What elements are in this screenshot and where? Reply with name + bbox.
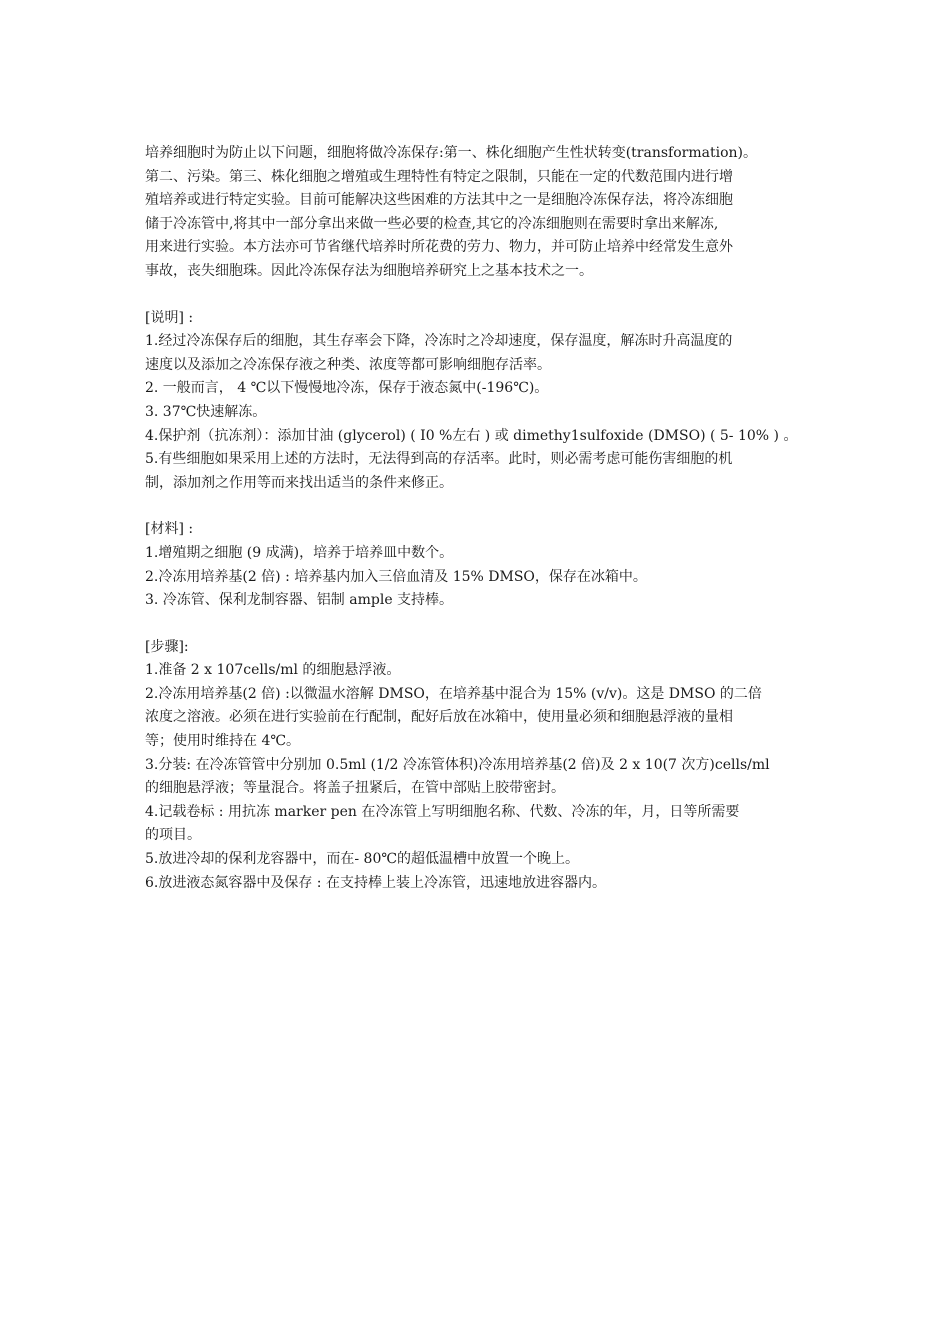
intro-line: 第二、污染。第三、株化细胞之增殖或生理特性有特定之限制，只能在一定的代数范围内进行增 — [145, 168, 733, 185]
explanation-line: 2. 一般而言， 4 ℃以下慢慢地冷冻，保存于液态氮中(-196℃)。 — [145, 380, 549, 397]
steps-line: 的细胞悬浮液；等量混合。将盖子扭紧后，在管中部贴上胶带密封。 — [145, 780, 565, 797]
steps-line: 6.放进液态氮容器中及保存 : 在支持棒上装上冷冻管，迅速地放进容器内。 — [145, 874, 606, 891]
materials-heading: [材料] : — [145, 521, 194, 538]
materials-section — [145, 518, 807, 612]
explanation-line: 1.经过冷冻保存后的细胞，其生存率会下降，冷冻时之冷却速度，保存温度，解冻时升高温度的 — [145, 333, 733, 350]
explanation-line: 4.保护剂（抗冻剂）：添加甘油 (glycerol) ( I0 %左右 ) 或 dimethy1sulfoxide (DMSO) ( 5- 10% ) 。 — [145, 427, 798, 444]
explanation-line: 5.有些细胞如果采用上述的方法时，无法得到高的存活率。此时，则必需考虑可能伤害细胞的机 — [145, 451, 733, 468]
steps-line: 3.分装: 在冷冻管管中分别加 0.5ml (1/2 冷冻管体积)冷冻用培养基(2 倍)及 2 x 10(7 次方)cells/ml — [145, 756, 770, 773]
intro-paragraph — [145, 142, 807, 284]
explanation-line: 3. 37℃快速解冻。 — [145, 403, 267, 420]
steps-line: 4.记载卷标 : 用抗冻 marker pen 在冷冻管上写明细胞名称、代数、冷冻的年，月，日等所需要 — [145, 803, 740, 820]
steps-line: 的项目。 — [145, 827, 201, 844]
steps-line: 2.冷冻用培养基(2 倍) :以微温水溶解 DMSO，在培养基中混合为 15% (v/v)。这是 DMSO 的二倍 — [145, 685, 762, 702]
explanation-line: 制，添加剂之作用等而来找出适当的条件来修正。 — [145, 474, 453, 491]
steps-line: 5.放进冷却的保利龙容器中，而在- 80℃的超低温槽中放置一个晚上。 — [145, 851, 580, 868]
intro-line: 用来进行实验。本方法亦可节省继代培养时所花费的劳力、物力，并可防止培养中经常发生意外 — [145, 239, 733, 256]
steps-heading: [步骤]: — [145, 638, 189, 655]
intro-line: 事故，丧失细胞珠。因此冷冻保存法为细胞培养研究上之基本技术之一。 — [145, 262, 593, 279]
document-page — [145, 142, 807, 895]
materials-line: 2.冷冻用培养基(2 倍) : 培养基内加入三倍血清及 15% DMSO，保存在冰箱中。 — [145, 568, 647, 585]
explanation-line: 速度以及添加之冷冻保存液之种类、浓度等都可影响细胞存活率。 — [145, 356, 551, 373]
explanation-section — [145, 307, 807, 496]
steps-line: 1.准备 2 x 107cells/ml 的细胞悬浮液。 — [145, 662, 401, 679]
intro-line: 殖培养或进行特定实验。目前可能解决这些困难的方法其中之一是细胞冷冻保存法，将冷冻细胞 — [145, 192, 733, 209]
steps-line: 浓度之溶液。必须在进行实验前在行配制，配好后放在冰箱中，使用量必须和细胞悬浮液的量相 — [145, 709, 733, 726]
intro-line: 培养细胞时为防止以下问题，细胞将做冷冻保存:第一、株化细胞产生性状转变(transformation)。 — [145, 145, 757, 161]
materials-line: 3. 冷冻管、保利龙制容器、铝制 ample 支持棒。 — [145, 592, 454, 609]
materials-line: 1.增殖期之细胞 (9 成满)，培养于培养皿中数个。 — [145, 544, 454, 561]
steps-section — [145, 636, 807, 896]
explanation-heading: [说明] : — [145, 309, 194, 326]
intro-line: 储于冷冻管中,将其中一部分拿出来做一些必要的检查,其它的冷冻细胞则在需要时拿出来解冻, — [145, 215, 719, 232]
steps-line: 等；使用时维持在 4℃。 — [145, 733, 301, 750]
